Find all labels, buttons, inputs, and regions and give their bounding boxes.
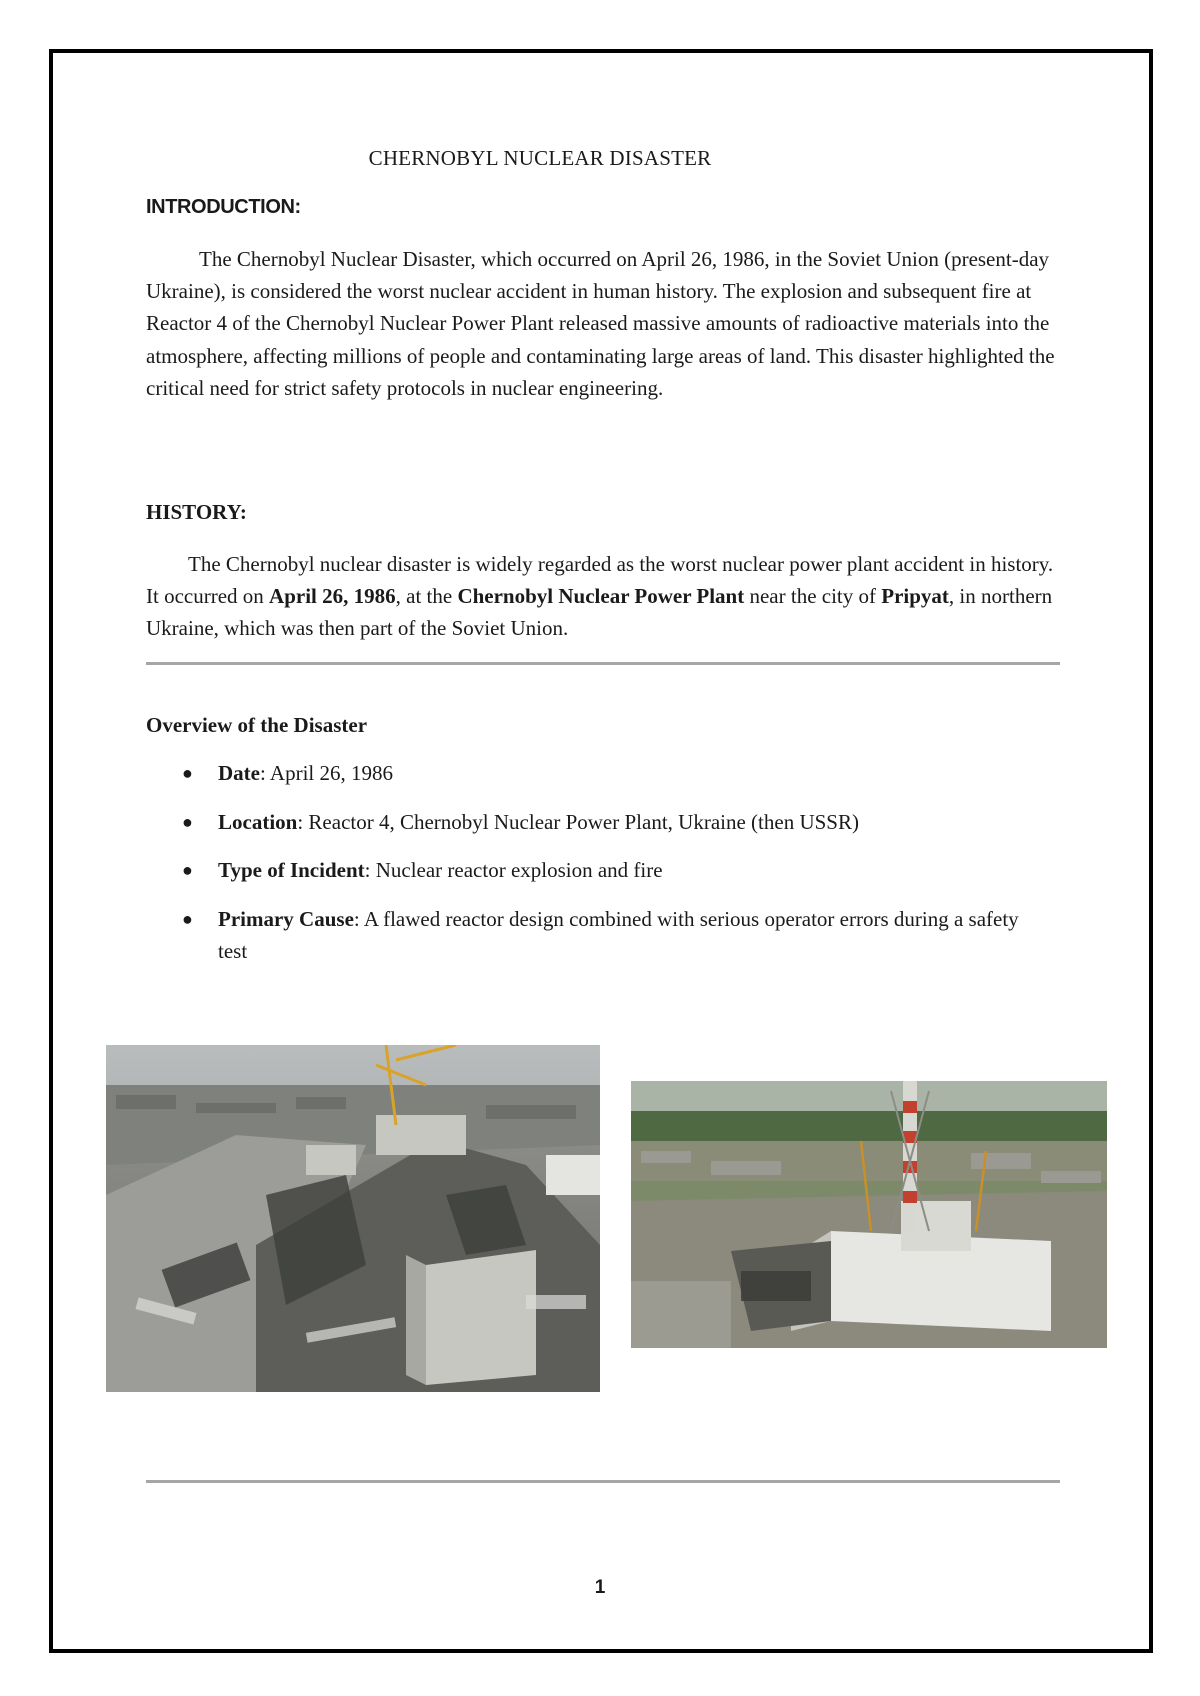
history-heading: HISTORY: xyxy=(146,500,247,524)
bullet-icon: ● xyxy=(182,860,193,880)
bullet-icon: ● xyxy=(182,763,193,783)
introduction-paragraph xyxy=(146,243,1066,404)
list-item xyxy=(146,806,1046,838)
item-label: Date xyxy=(218,761,260,785)
page-number: 1 xyxy=(594,1577,606,1598)
power-plant-aerial-photo xyxy=(631,1081,1107,1348)
reactor-ruins-photo xyxy=(106,1045,600,1392)
bullet-icon: ● xyxy=(182,908,193,929)
introduction-heading: INTRODUCTION: xyxy=(146,196,301,218)
item-value: : April 26, 1986 xyxy=(259,761,393,785)
item-label: Primary Cause xyxy=(218,906,354,931)
divider-top xyxy=(146,662,1060,665)
overview-heading: Overview of the Disaster xyxy=(146,713,368,737)
document-title: CHERNOBYL NUCLEAR DISASTER xyxy=(368,146,712,170)
item-value: : Reactor 4, Chernobyl Nuclear Power Plant, Ukraine (then USSR) xyxy=(297,809,859,834)
list-item xyxy=(146,854,1046,886)
history-text-4: , in northern Ukraine, which was then part of the Soviet Union. xyxy=(146,584,1053,641)
item-label: Type of Incident xyxy=(218,858,365,882)
history-text-1: The Chernobyl nuclear disaster is widely regarded as the worst nuclear power plant accident in history. It occurred on xyxy=(146,552,1054,609)
overview-list xyxy=(146,757,1046,983)
bullet-icon: ● xyxy=(182,811,193,832)
history-text-2: , at the xyxy=(395,584,458,609)
list-item xyxy=(146,757,1046,789)
introduction-text: The Chernobyl Nuclear Disaster, which occurred on April 26, 1986, in the Soviet Union (present-day Ukraine), is considered the worst nuclear accident in human history. The explosion and subsequent fire at Reactor 4 of the Chernobyl Nuclear Power Plant released massive amounts of radioactive materials into the atmosphere, affecting millions of people and contaminating large areas of land. This disaster highlighted the critical need for strict safety protocols in nuclear engineering. xyxy=(146,247,1055,400)
list-item xyxy=(146,903,1046,967)
item-value: : Nuclear reactor explosion and fire xyxy=(364,858,663,882)
item-value: : A flawed reactor design combined with serious operator errors during a safety test xyxy=(218,906,1019,963)
item-label: Location xyxy=(218,809,298,834)
history-plant: Chernobyl Nuclear Power Plant xyxy=(457,584,745,609)
history-text-3: near the city of xyxy=(744,584,882,609)
divider-bottom xyxy=(146,1480,1060,1483)
history-city: Pripyat xyxy=(881,584,949,609)
history-paragraph xyxy=(146,548,1066,645)
history-date: April 26, 1986 xyxy=(269,584,396,609)
